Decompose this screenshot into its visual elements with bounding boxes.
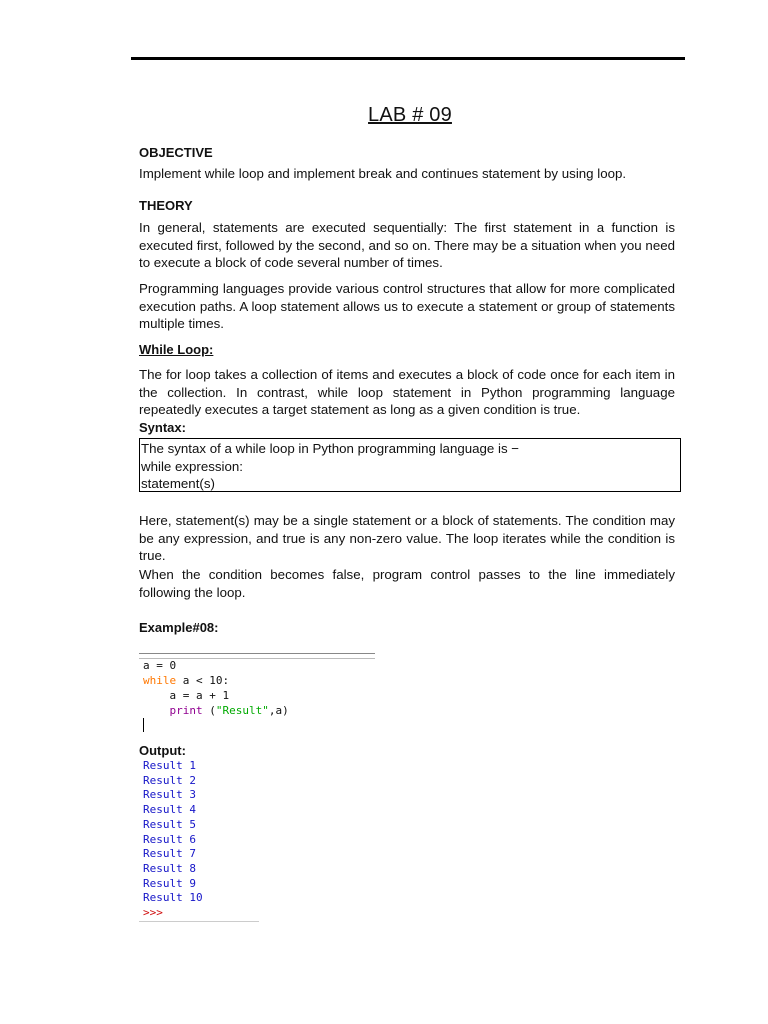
code-line-3: a = a + 1 <box>143 689 230 702</box>
syntax-line: The syntax of a while loop in Python programming language is − <box>141 441 520 456</box>
output-line: Result 5 <box>143 817 196 831</box>
statement-explanation: Here, statement(s) may be a single statement or a block of statements. The condition may be any expression, and true is any non-zero value. The loop iterates while the condition is true. <box>139 513 675 564</box>
code-indent <box>143 704 170 717</box>
output-line: Result 3 <box>143 788 196 802</box>
code-line-2 <box>143 673 229 688</box>
objective-heading: OBJECTIVE <box>139 145 213 160</box>
shell-prompt: >>> <box>143 906 163 920</box>
syntax-box <box>139 438 681 492</box>
output-line: Result 8 <box>143 861 196 875</box>
objective-text: Implement while loop and implement break and continues statement by using loop. <box>139 166 627 181</box>
output-line: Result 9 <box>143 876 196 890</box>
while-loop-paragraph: The for loop takes a collection of items and executes a block of code once for each item in the collection. In contrast, while loop statement in Python programming language repeatedly executes a target statement as long as a given condition is true. <box>139 367 675 418</box>
theory-heading: THEORY <box>139 198 193 213</box>
theory-paragraph-2: Programming languages provide various control structures that allow for more complicated execution paths. A loop statement allows us to execute a statement or group of statements multiple times. <box>139 281 675 332</box>
theory-paragraph-1: In general, statements are executed sequentially: The first statement in a function is executed first, followed by the second, and so on. There may be a situation when you need to execute a block of code several number of times. <box>139 220 675 271</box>
keyword-while: while <box>143 674 177 687</box>
code-line-1: a = 0 <box>143 659 177 672</box>
output-heading: Output: <box>139 743 186 758</box>
output-line: Result 4 <box>143 803 196 817</box>
output-line: Result 1 <box>143 759 196 772</box>
code-string: "Result" <box>215 704 269 717</box>
output-line: Result 7 <box>143 847 196 861</box>
output-list <box>143 759 203 921</box>
text-cursor <box>143 718 144 732</box>
syntax-heading: Syntax: <box>139 420 186 435</box>
code-paren-close: ,a) <box>268 704 289 717</box>
syntax-line: while expression: <box>141 458 243 474</box>
code-line-4 <box>143 703 289 718</box>
example-heading: Example#08: <box>139 620 219 635</box>
output-bottom-rule <box>139 921 259 922</box>
page-title: LAB # 09 <box>368 104 452 126</box>
output-line: Result 6 <box>143 832 196 846</box>
code-condition: a < 10: <box>176 674 230 687</box>
builtin-print: print <box>169 704 203 717</box>
condition-false-explanation: When the condition becomes false, program control passes to the line immediately following the loop. <box>139 567 675 600</box>
syntax-line: statement(s) <box>141 476 215 491</box>
while-loop-heading: While Loop: <box>139 342 214 357</box>
output-line: Result 2 <box>143 773 196 787</box>
top-rule <box>131 57 685 60</box>
output-line: Result 10 <box>143 891 203 905</box>
code-paren-open: ( <box>202 704 216 717</box>
